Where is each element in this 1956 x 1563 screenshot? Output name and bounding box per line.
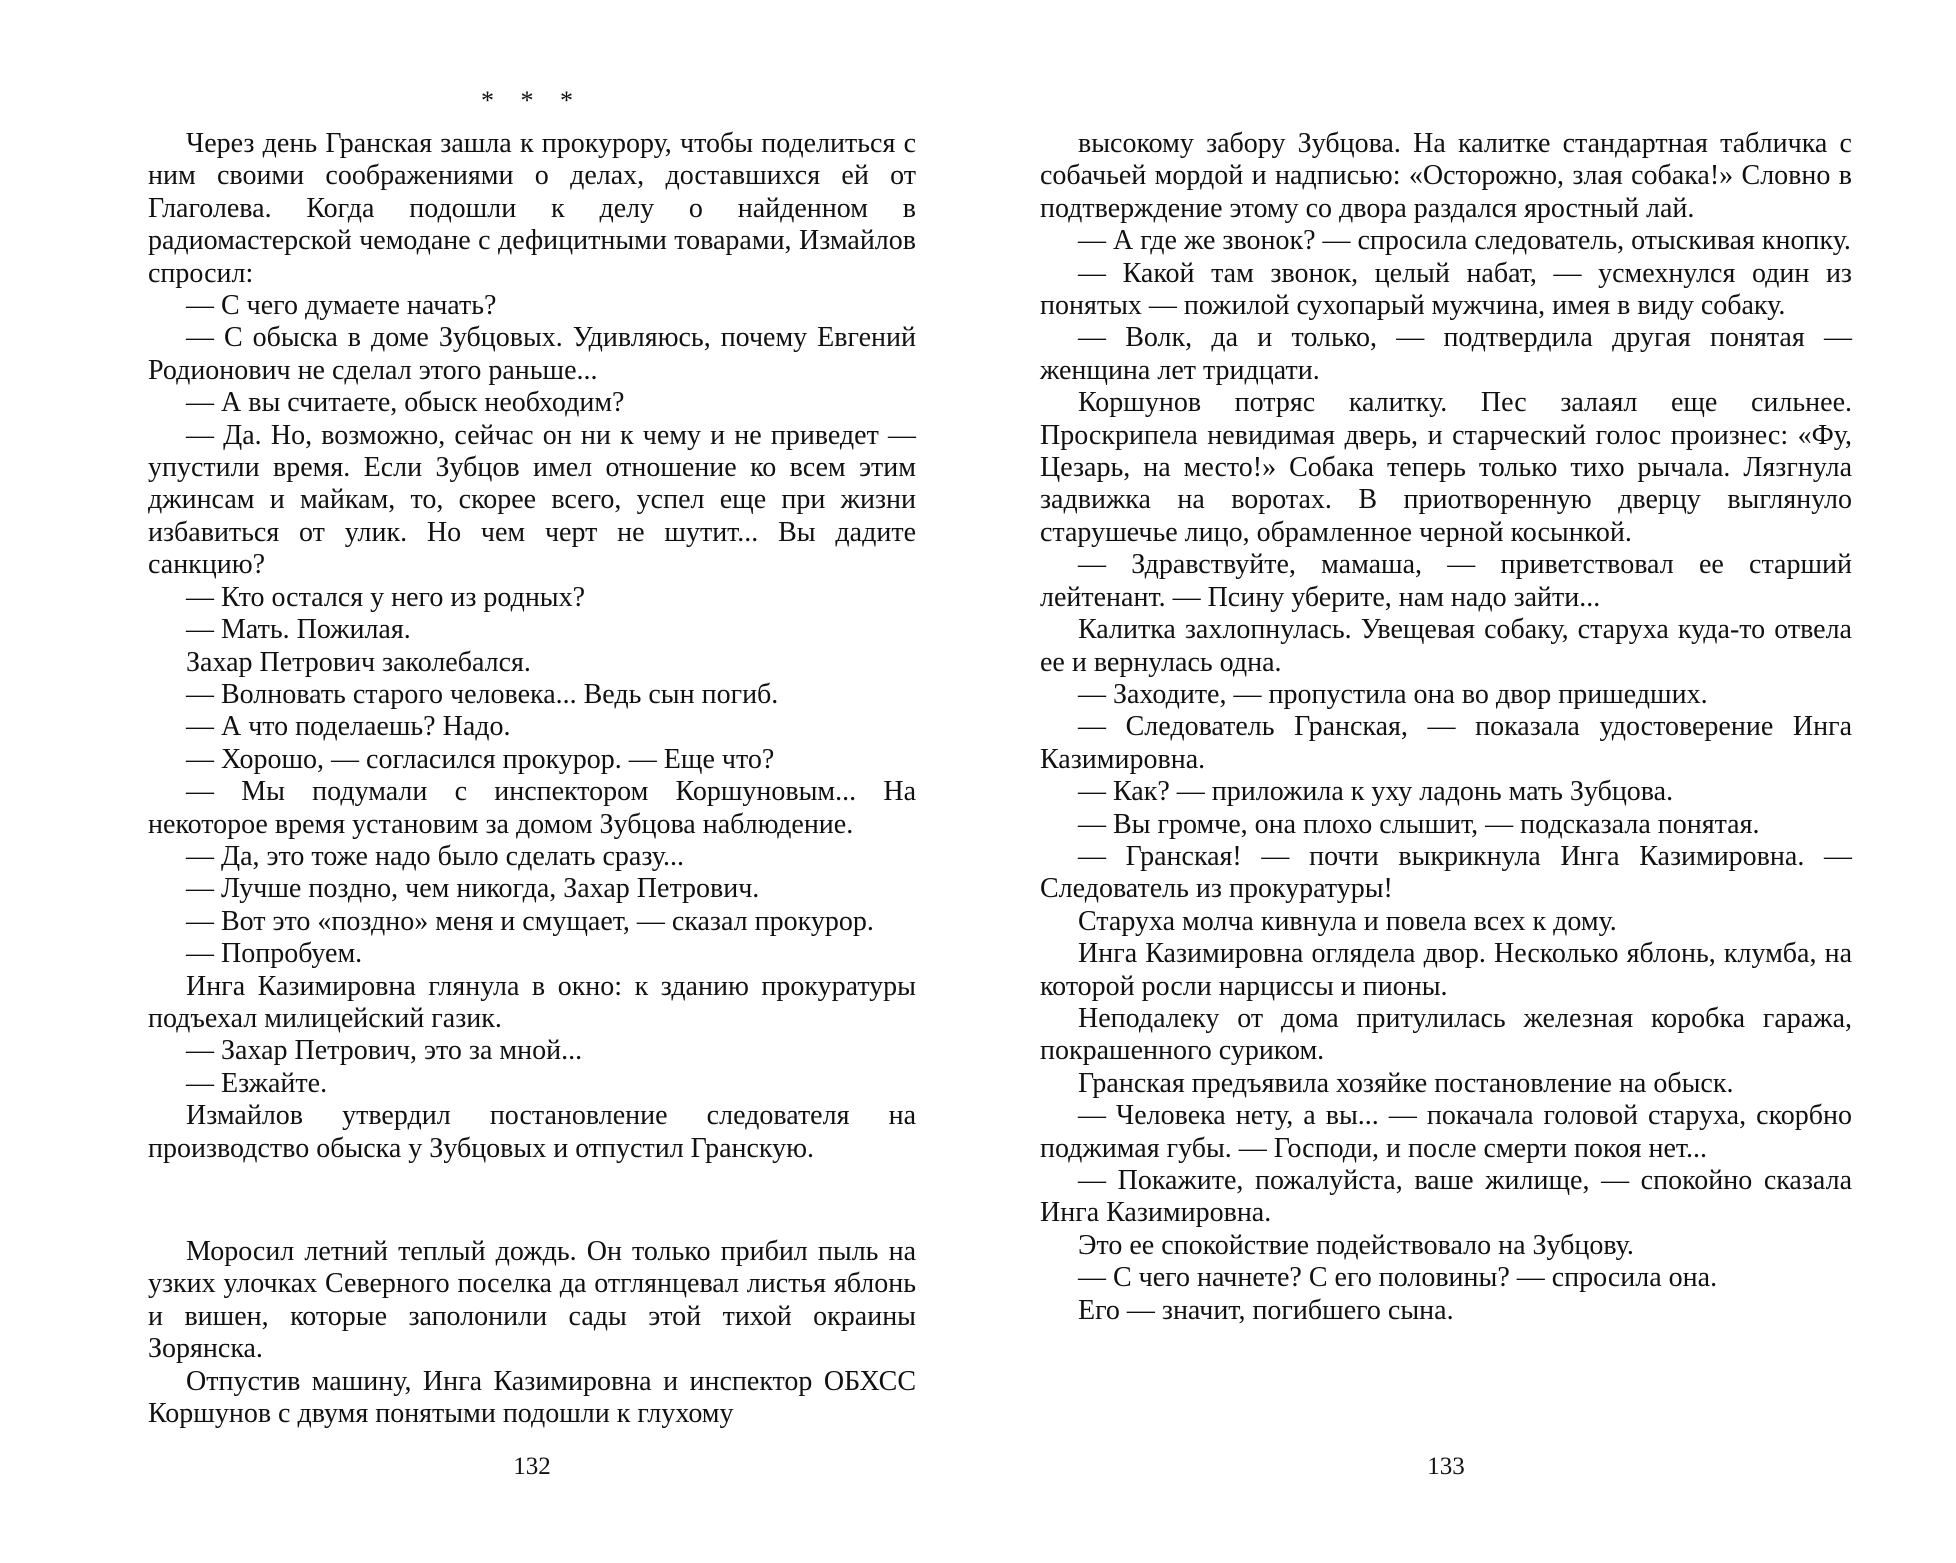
right-page xyxy=(1040,0,1852,1563)
paragraph: — Мы подумали с инспектором Коршуновым... На некоторое время установим за домом Зубцова наблюдение. xyxy=(148,776,916,840)
paragraph: — Мать. Пожилая. xyxy=(186,614,411,646)
paragraph: — Покажите, пожалуйста, ваше жилище, — спокойно сказала Инга Казимировна. xyxy=(1040,1165,1852,1229)
paragraph: — Как? — приложила к уху ладонь мать Зубцова. xyxy=(1078,776,1674,808)
paragraph: — А что поделаешь? Надо. xyxy=(186,711,511,743)
page-number-right: 133 xyxy=(1427,1453,1465,1480)
paragraph: — Вот это «поздно» меня и смущает, — сказал прокурор. xyxy=(186,905,874,937)
paragraph: — Попробуем. xyxy=(186,938,363,970)
paragraph: высокому забору Зубцова. На калитке стандартная табличка с собачьей мордой и надписью: «Осторожно, злая собака!» Словно в подтверждение этому со двора раздался яростный лай. xyxy=(1040,128,1852,224)
paragraph: Измайлов утвердил постановление следователя на производство обыска у Зубцовых и отпустил Гранскую. xyxy=(148,1100,916,1164)
right-text-block-1 xyxy=(1040,128,1852,1327)
paragraph: — А вы считаете, обыск необходим? xyxy=(186,387,625,419)
paragraph: — Какой там звонок, целый набат, — усмехнулся один из понятых — пожилой сухопарый мужчина, имея в виду собаку. xyxy=(1040,257,1852,322)
paragraph: — Да. Но, возможно, сейчас он ни к чему и не приведет — упустили время. Если Зубцов имел отношение ко всем этим джинсам и майкам, то, скорее всего, успел еще при жизни избавиться от улик. Но чем черт не шутит... Вы дадите санкцию? xyxy=(148,419,916,581)
paragraph: Инга Казимировна оглядела двор. Несколько яблонь, клумба, на которой росли нарциссы и пионы. xyxy=(1040,938,1852,1002)
paragraph: — Гранская! — почти выкрикнула Инга Казимировна. — Следователь из прокуратуры! xyxy=(1040,840,1852,905)
paragraph: — Езжайте. xyxy=(186,1067,328,1099)
paragraph: Гранская предъявила хозяйке постановление на обыск. xyxy=(1078,1067,1734,1099)
paragraph: — Здравствуйте, мамаша, — приветствовал ее старший лейтенант. — Псину уберите, нам надо зайти... xyxy=(1040,549,1852,613)
paragraph: Инга Казимировна глянула в окно: к зданию прокуратуры подъехал милицейский газик. xyxy=(148,970,916,1034)
paragraph: — Лучше поздно, чем никогда, Захар Петрович. xyxy=(186,873,760,905)
left-text-block-1 xyxy=(148,128,916,1165)
paragraph: — Волк, да и только, — подтвердила другая понятая — женщина лет тридцати. xyxy=(1040,322,1852,386)
paragraph: Калитка захлопнулась. Увещевая собаку, старуха куда-то отвела ее и вернулась одна. xyxy=(1040,614,1852,678)
paragraph: — Хорошо, — согласился прокурор. — Еще что? xyxy=(186,743,775,775)
paragraph: Моросил летний теплый дождь. Он только прибил пыль на узких улочках Северного поселка да отглянцевал листья яблонь и вишен, которые заполонили сады этой тихой окраины Зорянска. xyxy=(148,1236,916,1365)
paragraph: Его — значит, погибшего сына. xyxy=(1078,1294,1454,1326)
paragraph: — С чего начнете? С его половины? — спросила она. xyxy=(1078,1262,1718,1294)
paragraph: — С чего думаете начать? xyxy=(186,290,497,322)
paragraph: Коршунов потряс калитку. Пес залаял еще сильнее. Проскрипела невидимая дверь, и старческий голос произнес: «Фу, Цезарь, на место!» Собака теперь только тихо рычала. Лязгнула задвижка на воротах. В приотворенную дверцу выглянуло старушечье лицо, обрамленное черной косынкой. xyxy=(1040,387,1852,548)
paragraph: Отпустив машину, Инга Казимировна и инспектор ОБХСС Коршунов с двумя понятыми подошли к глухому xyxy=(148,1365,916,1430)
paragraph: — Вы громче, она плохо слышит, — подсказала понятая. xyxy=(1078,808,1760,840)
paragraph: Через день Гранская зашла к прокурору, чтобы поделиться с ним своими соображениями о делах, доставшихся ей от Глаголева. Когда подошли к делу о найденном в радиомастерской чемодане с дефицитными товарами, Измайлов спросил: xyxy=(148,128,916,289)
section-divider: * * * xyxy=(481,86,583,115)
paragraph: Старуха молча кивнула и повела всех к дому. xyxy=(1078,905,1617,937)
paragraph: — С обыска в доме Зубцовых. Удивляюсь, почему Евгений Родионович не сделал этого раньше... xyxy=(148,322,916,386)
paragraph: — А где же звонок? — спросила следователь, отыскивая кнопку. xyxy=(1078,225,1851,257)
left-text-block-2 xyxy=(148,1236,916,1430)
paragraph: — Волновать старого человека... Ведь сын погиб. xyxy=(186,678,779,710)
paragraph: Это ее спокойствие подействовало на Зубцову. xyxy=(1078,1229,1634,1261)
paragraph: — Да, это тоже надо было сделать сразу... xyxy=(186,840,684,872)
paragraph: — Заходите, — пропустила она во двор пришедших. xyxy=(1078,678,1708,710)
paragraph: — Человека нету, а вы... — покачала головой старуха, скорбно поджимая губы. — Господи, и после смерти покоя нет... xyxy=(1040,1100,1852,1164)
paragraph: — Захар Петрович, это за мной... xyxy=(186,1035,583,1067)
paragraph: — Следователь Гранская, — показала удостоверение Инга Казимировна. xyxy=(1040,711,1852,775)
paragraph: Захар Петрович заколебался. xyxy=(186,646,531,678)
left-page xyxy=(148,0,916,1563)
page-number-left: 132 xyxy=(513,1453,551,1480)
paragraph: — Кто остался у него из родных? xyxy=(186,581,586,613)
paragraph: Неподалеку от дома притулилась железная коробка гаража, покрашенного суриком. xyxy=(1040,1002,1852,1067)
